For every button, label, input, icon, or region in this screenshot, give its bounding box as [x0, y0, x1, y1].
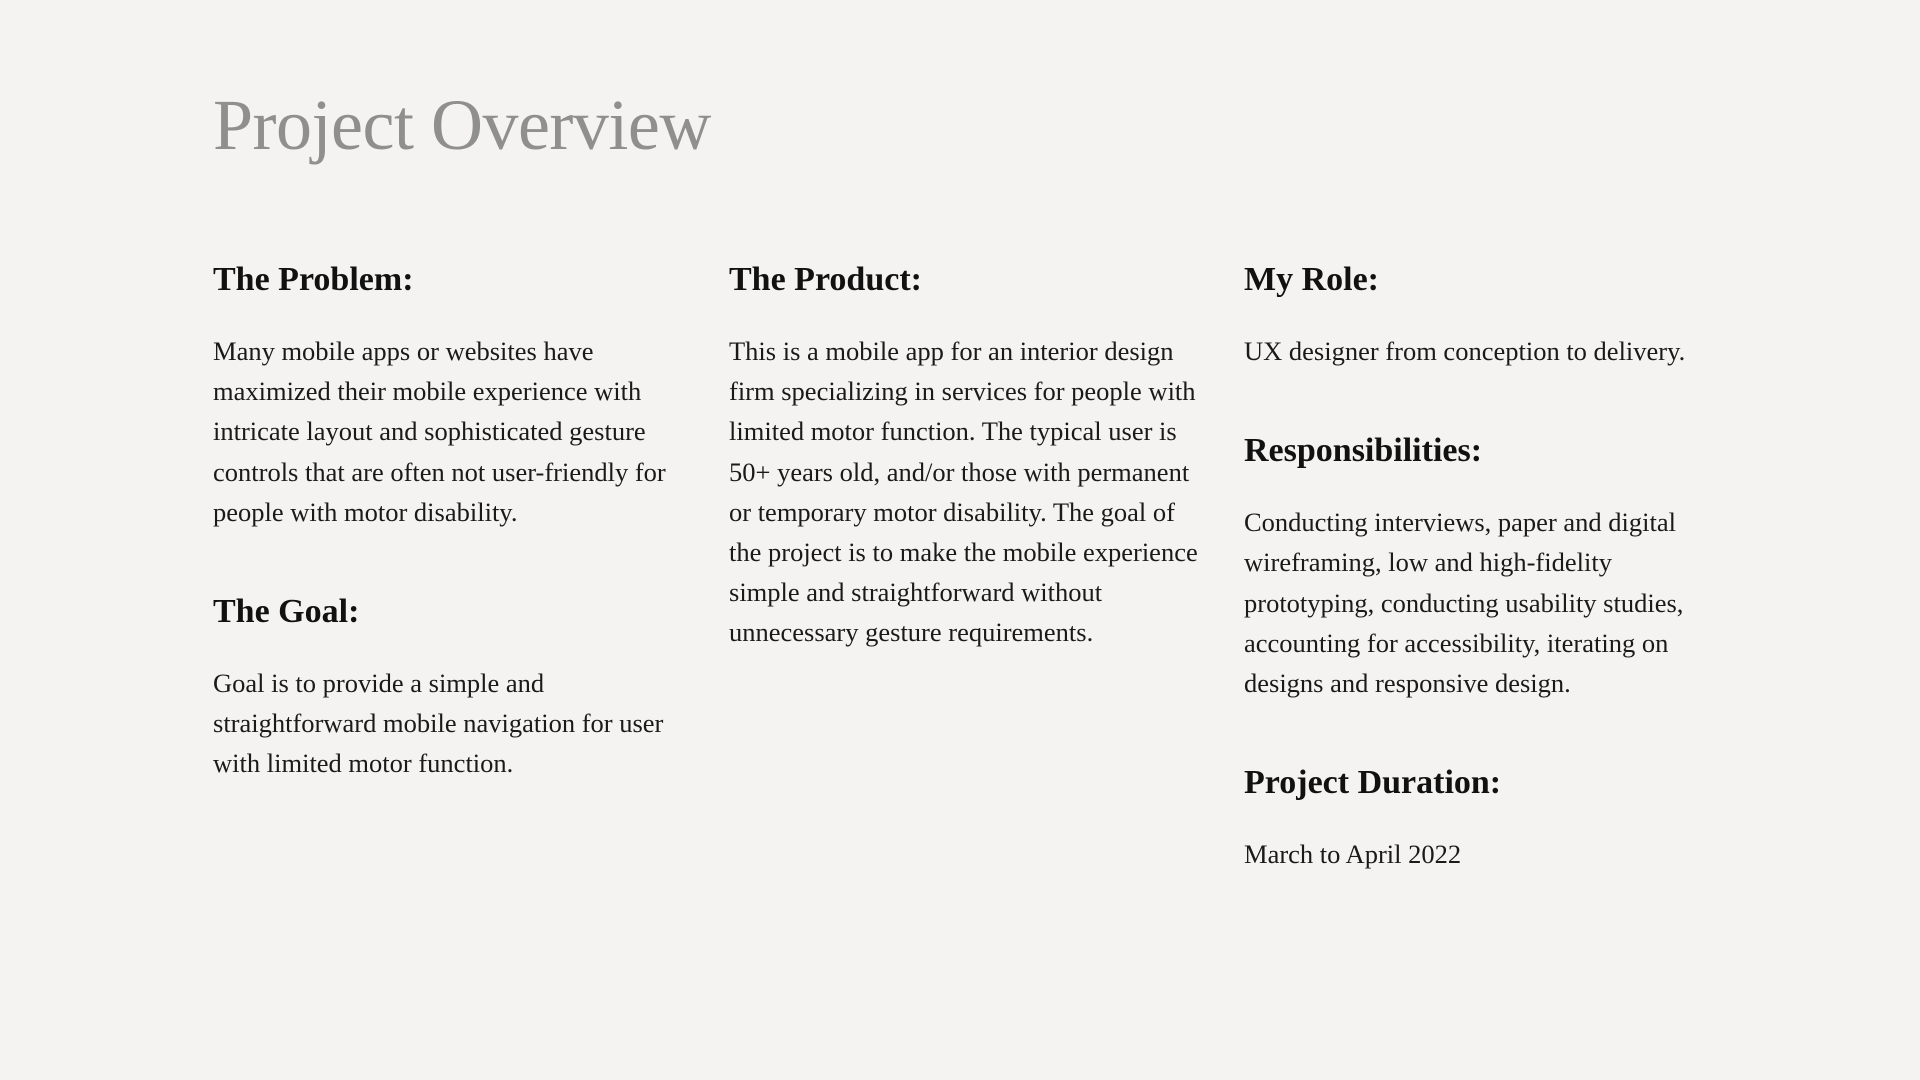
duration-section: [1244, 761, 1764, 874]
page-title: Project Overview: [213, 85, 711, 165]
problem-section: [213, 258, 703, 532]
responsibilities-text: Conducting interviews, paper and digital wireframing, low and high-fidelity prototyping, conducting usability studies, accounting for accessibility, iterating on designs and responsive design.: [1244, 507, 1684, 699]
role-section: [1244, 258, 1764, 371]
goal-text: Goal is to provide a simple and straightforward mobile navigation for user with limited motor function.: [213, 668, 664, 779]
role-heading: My Role:: [1244, 261, 1380, 298]
middle-column: [729, 258, 1219, 711]
responsibilities-section: [1244, 429, 1764, 703]
right-column: [1244, 258, 1764, 932]
goal-section: [213, 590, 703, 784]
role-text: UX designer from conception to delivery.: [1244, 336, 1686, 366]
product-heading: The Product:: [729, 261, 922, 298]
product-text: This is a mobile app for an interior design firm specializing in services for people with limited motor function. The typical user is 50+ years old, and/or those with permanent or temporary motor disability. The goal of the project is to make the mobile experience simple and straightforward without unnecessary gesture requirements.: [729, 336, 1198, 648]
duration-heading: Project Duration:: [1244, 764, 1502, 802]
product-section: [729, 258, 1219, 653]
duration-text: March to April 2022: [1244, 839, 1462, 870]
responsibilities-heading: Responsibilities:: [1244, 432, 1483, 470]
problem-text: Many mobile apps or websites have maximized their mobile experience with intricate layout and sophisticated gesture controls that are often not user-friendly for people with motor disability.: [213, 336, 666, 527]
goal-heading: The Goal:: [213, 593, 360, 631]
problem-heading: The Problem:: [213, 261, 414, 298]
left-column: [213, 258, 703, 842]
